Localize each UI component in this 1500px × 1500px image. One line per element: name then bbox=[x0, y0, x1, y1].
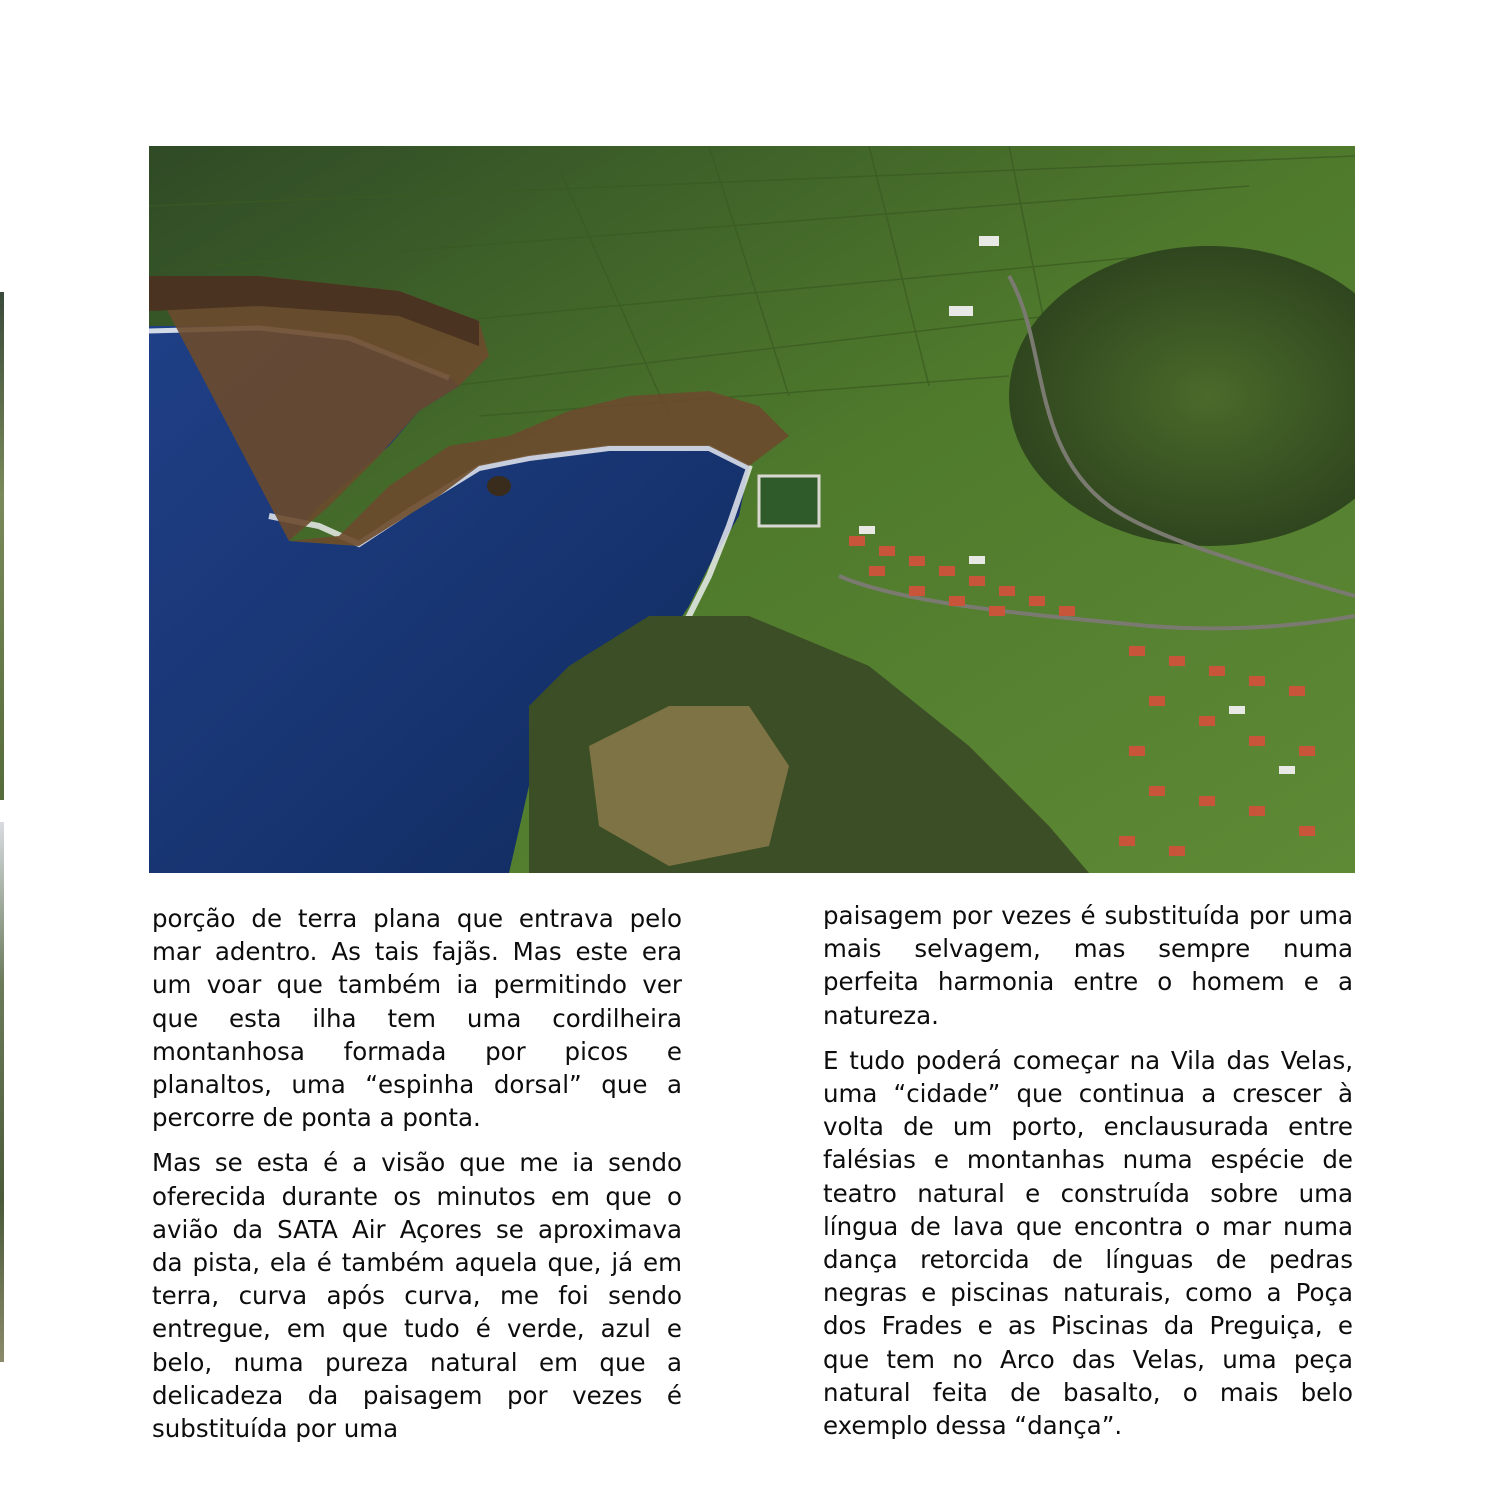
adjacent-page-edge-bottom bbox=[0, 822, 4, 1362]
paragraph: porção de terra plana que entrava pelo mar adentro. As tais fajãs. Mas este era um voar que também ia permitindo ver que esta ilha tem uma cordilheira montanhosa formada por picos e planaltos, uma “espinha dorsal” que a percorre de ponta a ponta. bbox=[152, 904, 682, 1133]
paragraph: Mas se esta é a visão que me ia sendo oferecida durante os minutos em que o avião da SATA Air Açores se aproximava da pista, ela é também aquela que, já em terra, curva após curva, me foi sendo entregue, em que tudo é verde, azul e belo, numa pureza natural em que a delicadeza da paisagem por vezes é substituída por uma bbox=[152, 1148, 682, 1444]
paragraph: paisagem por vezes é substituída por uma mais selvagem, mas sempre numa perfeita harmonia entre o homem e a natureza. bbox=[823, 901, 1353, 1030]
aerial-coast-illustration bbox=[149, 146, 1355, 873]
text-column-left bbox=[152, 902, 682, 1457]
text-column-right bbox=[823, 899, 1353, 1454]
paragraph: E tudo poderá começar na Vila das Velas, uma “cidade” que continua a crescer à volta de um porto, enclausurada entre falésias e montanhas numa espécie de teatro natural e construída sobre uma língua de lava que encontra o mar numa dança retorcida de línguas de pedras negras e piscinas naturais, como a Poça dos Frades e as Piscinas da Preguiça, e que tem no Arco das Velas, uma peça natural feita de basalto, o mais belo exemplo dessa “dança”. bbox=[823, 1045, 1353, 1441]
adjacent-page-edge-top bbox=[0, 292, 4, 800]
aerial-coast-photo bbox=[149, 146, 1355, 873]
